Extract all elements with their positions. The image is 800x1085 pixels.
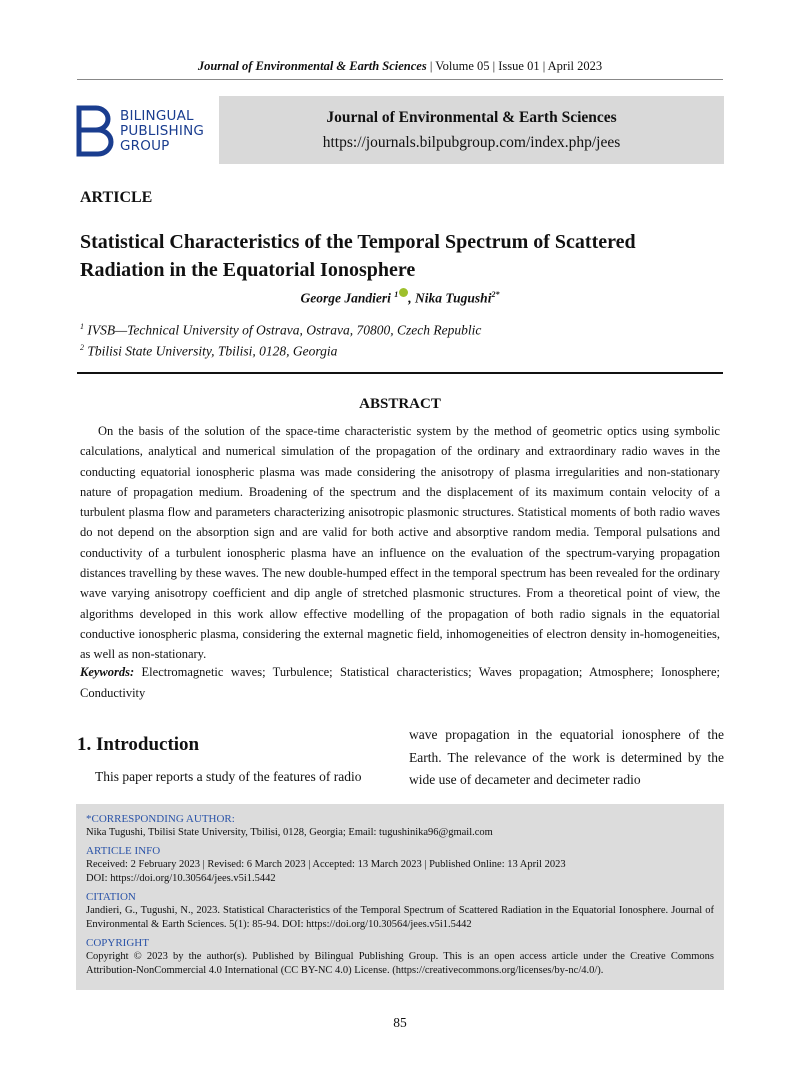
running-head-journal: Journal of Environmental & Earth Sciences — [197, 59, 427, 73]
keywords — [80, 662, 720, 703]
author-1-affil-mark: 1 — [394, 290, 399, 299]
section-divider — [77, 372, 723, 374]
abstract-heading: ABSTRACT — [359, 396, 441, 412]
introduction-right-column: wave propagation in the equatorial ionosphere of the Earth. The relevance of the work is determined by the wide use of decameter and decimeter radio — [409, 727, 724, 787]
affiliation-2-mark: 2 — [80, 343, 84, 352]
author-2-name[interactable]: , Nika Tugushi — [408, 290, 492, 306]
copyright-text: Copyright © 2023 by the author(s). Published by Bilingual Publishing Group. This is an open access article under the Creative Commons Attribution-NonCommercial 4.0 International (CC BY-NC 4.0) License. (https://creativecommons.org/licenses/by-nc/4.0/). — [86, 950, 714, 976]
author-list — [0, 288, 800, 307]
journal-banner — [219, 96, 724, 164]
keywords-text: Electromagnetic waves; Turbulence; Statistical characteristics; Waves propagation; Atmosphere; Ionosphere; Conductivity — [80, 665, 720, 700]
affiliation-2 — [80, 343, 337, 360]
journal-banner-url[interactable]: https://journals.bilpubgroup.com/index.php/jees — [322, 134, 621, 151]
corresponding-author-label: *CORRESPONDING AUTHOR: — [86, 813, 235, 825]
introduction-left-column: This paper reports a study of the features of radio — [95, 769, 362, 784]
keywords-label: Keywords: — [80, 665, 135, 679]
logo-text-line1: BILINGUAL — [120, 108, 194, 124]
paper-title: Statistical Characteristics of the Temporal Spectrum of Scattered Radiation in the Equatorial Ionosphere — [80, 231, 636, 281]
citation-text: Jandieri, G., Tugushi, N., 2023. Statistical Characteristics of the Temporal Spectrum of Scattered Radiation in the Equatorial Ionosphere. Journal of Environmental & Earth Sciences. 5(1): 85-94. DOI: https://doi.org/10.30564/jees.v5i1.5442 — [86, 904, 714, 930]
article-info-box — [76, 804, 724, 990]
author-2-affil-mark: 2* — [491, 290, 500, 299]
page-number: 85 — [393, 1015, 407, 1030]
affiliation-1-text: IVSB—Technical University of Ostrava, Ostrava, 70800, Czech Republic — [87, 322, 482, 338]
corresponding-author-text: Nika Tugushi, Tbilisi State University, Tbilisi, 0128, Georgia; Email: tugushinika96@gmail.com — [86, 827, 493, 838]
article-info-dates: Received: 2 February 2023 | Revised: 6 March 2023 | Accepted: 13 March 2023 | Published Online: 13 April 2023 — [86, 858, 566, 870]
affiliation-1-mark: 1 — [80, 322, 84, 331]
affiliation-1 — [80, 322, 481, 339]
article-info-doi[interactable]: DOI: https://doi.org/10.30564/jees.v5i1.5442 — [86, 873, 276, 884]
logo-text-line3: GROUP — [120, 138, 170, 154]
introduction-heading: 1. Introduction — [77, 734, 200, 755]
abstract-text: On the basis of the solution of the space-time characteristic system by the method of geometric optics using symbolic calculations, analytical and numerical simulation of the propagation of the ordinary and extraordinary radio waves in the conducting equatorial ionospheric plasma was made considering the anisotropy of plasma irregularities and non-stationary nature of propagation medium. Broadening of the spectrum and the displacement of its maximum contain velocity of a turbulent plasma flow and parameters characterizing anisotropic plasmonic structures. Statistical moments of both radio waves do not depend on the absorption sign and are valid for both active and absorptive random media. Temporal pulsations and conductivity of a turbulent ionospheric plasma have an influence on the evaluation of the spectrum-varying propagation distances travelling by these waves. The new double-humped effect in the temporal spectrum has been revealed for the ordinary wave varying anisotropy coefficient and dip angle of stretched plasmonic structures. From a theoretical point of view, the algorithms developed in this work allow effective modelling of the propagation of both radio signals in the equatorial conductive ionospheric plasma, considering the external magnetic field, inhomogeneities of electron density in-homogeneities, as well as non-stationary. — [80, 424, 720, 662]
author-1-name[interactable]: George Jandieri — [300, 290, 391, 306]
citation-label: CITATION — [86, 890, 136, 903]
publisher-logo — [76, 104, 226, 158]
publisher-logo-icon — [76, 104, 116, 158]
logo-text-line2: PUBLISHING — [120, 123, 205, 139]
copyright-label: COPYRIGHT — [86, 936, 149, 949]
running-head-issue: | Volume 05 | Issue 01 | April 2023 — [426, 59, 603, 73]
journal-banner-title: Journal of Environmental & Earth Sciences — [326, 109, 617, 126]
affiliation-2-text: Tbilisi State University, Tbilisi, 0128, Georgia — [87, 343, 338, 359]
header-divider — [77, 79, 723, 80]
running-head — [0, 59, 800, 74]
article-type-label: ARTICLE — [80, 189, 153, 206]
article-info-label: ARTICLE INFO — [86, 844, 161, 857]
orcid-icon[interactable] — [399, 288, 408, 297]
